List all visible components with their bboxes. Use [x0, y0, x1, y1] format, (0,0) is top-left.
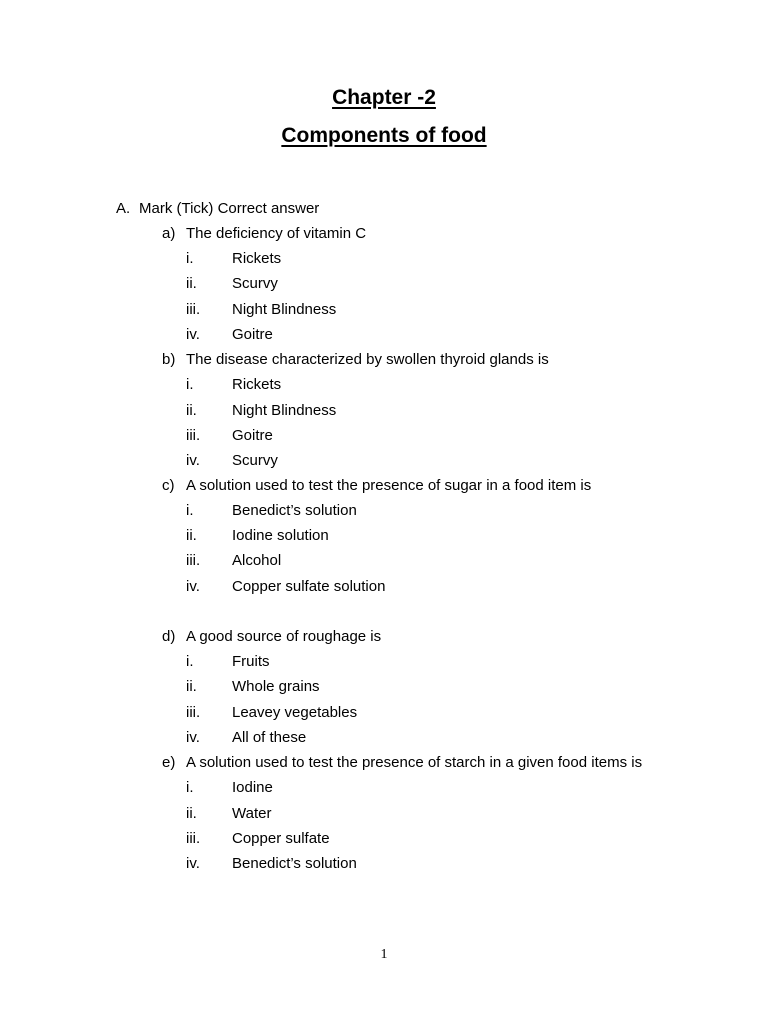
option-label: iv.: [186, 452, 200, 469]
option-label: iv.: [186, 326, 200, 343]
option-text: Leavey vegetables: [232, 704, 358, 721]
option-text: Scurvy: [232, 452, 278, 469]
option-label: ii.: [186, 275, 197, 292]
option-label: iii.: [186, 830, 201, 847]
question-text: The disease characterized by swollen thyroid glands is: [186, 351, 549, 368]
option-text: Night Blindness: [232, 301, 337, 318]
option-text: Rickets: [232, 376, 282, 393]
option-text: Goitre: [232, 427, 273, 444]
question-text: A good source of roughage is: [186, 628, 382, 645]
option-label: ii.: [186, 678, 197, 695]
question-label: b): [162, 351, 176, 368]
option-label: ii.: [186, 527, 197, 544]
option-label: iii.: [186, 427, 201, 444]
option-label: i.: [186, 653, 194, 670]
option-label: iv.: [186, 729, 200, 746]
option-text: Alcohol: [232, 552, 282, 569]
option-text: Benedict’s solution: [232, 502, 357, 519]
option-label: iii.: [186, 704, 201, 721]
option-text: Night Blindness: [232, 402, 337, 419]
option-label: iv.: [186, 855, 200, 872]
section-label: A.: [116, 200, 131, 217]
option-label: i.: [186, 779, 194, 796]
option-label: iii.: [186, 301, 201, 318]
option-text: Rickets: [232, 250, 282, 267]
option-text: All of these: [232, 729, 307, 746]
option-text: Goitre: [232, 326, 273, 343]
question-text: The deficiency of vitamin C: [186, 225, 367, 242]
option-text: Whole grains: [232, 678, 320, 695]
option-label: ii.: [186, 805, 197, 822]
question-label: d): [162, 628, 176, 645]
question-text: A solution used to test the presence of starch in a given food items is: [186, 754, 643, 771]
option-text: Scurvy: [232, 275, 278, 292]
option-text: Copper sulfate: [232, 830, 330, 847]
option-label: iv.: [186, 578, 200, 595]
option-text: Water: [232, 805, 272, 822]
option-text: Fruits: [232, 653, 270, 670]
option-text: Benedict’s solution: [232, 855, 357, 872]
option-label: iii.: [186, 552, 201, 569]
option-text: Copper sulfate solution: [232, 578, 386, 595]
question-label: e): [162, 754, 176, 771]
question-label: a): [162, 225, 176, 242]
chapter-subtitle: Components of food: [281, 124, 487, 147]
option-text: Iodine solution: [232, 527, 329, 544]
section-instruction: Mark (Tick) Correct answer: [139, 200, 320, 217]
option-text: Iodine: [232, 779, 273, 796]
option-label: ii.: [186, 402, 197, 419]
option-label: i.: [186, 502, 194, 519]
option-label: i.: [186, 250, 194, 267]
page-number: 1: [380, 947, 388, 962]
option-label: i.: [186, 376, 194, 393]
question-text: A solution used to test the presence of sugar in a food item is: [186, 477, 592, 494]
chapter-title: Chapter -2: [332, 86, 436, 109]
question-label: c): [162, 477, 175, 494]
